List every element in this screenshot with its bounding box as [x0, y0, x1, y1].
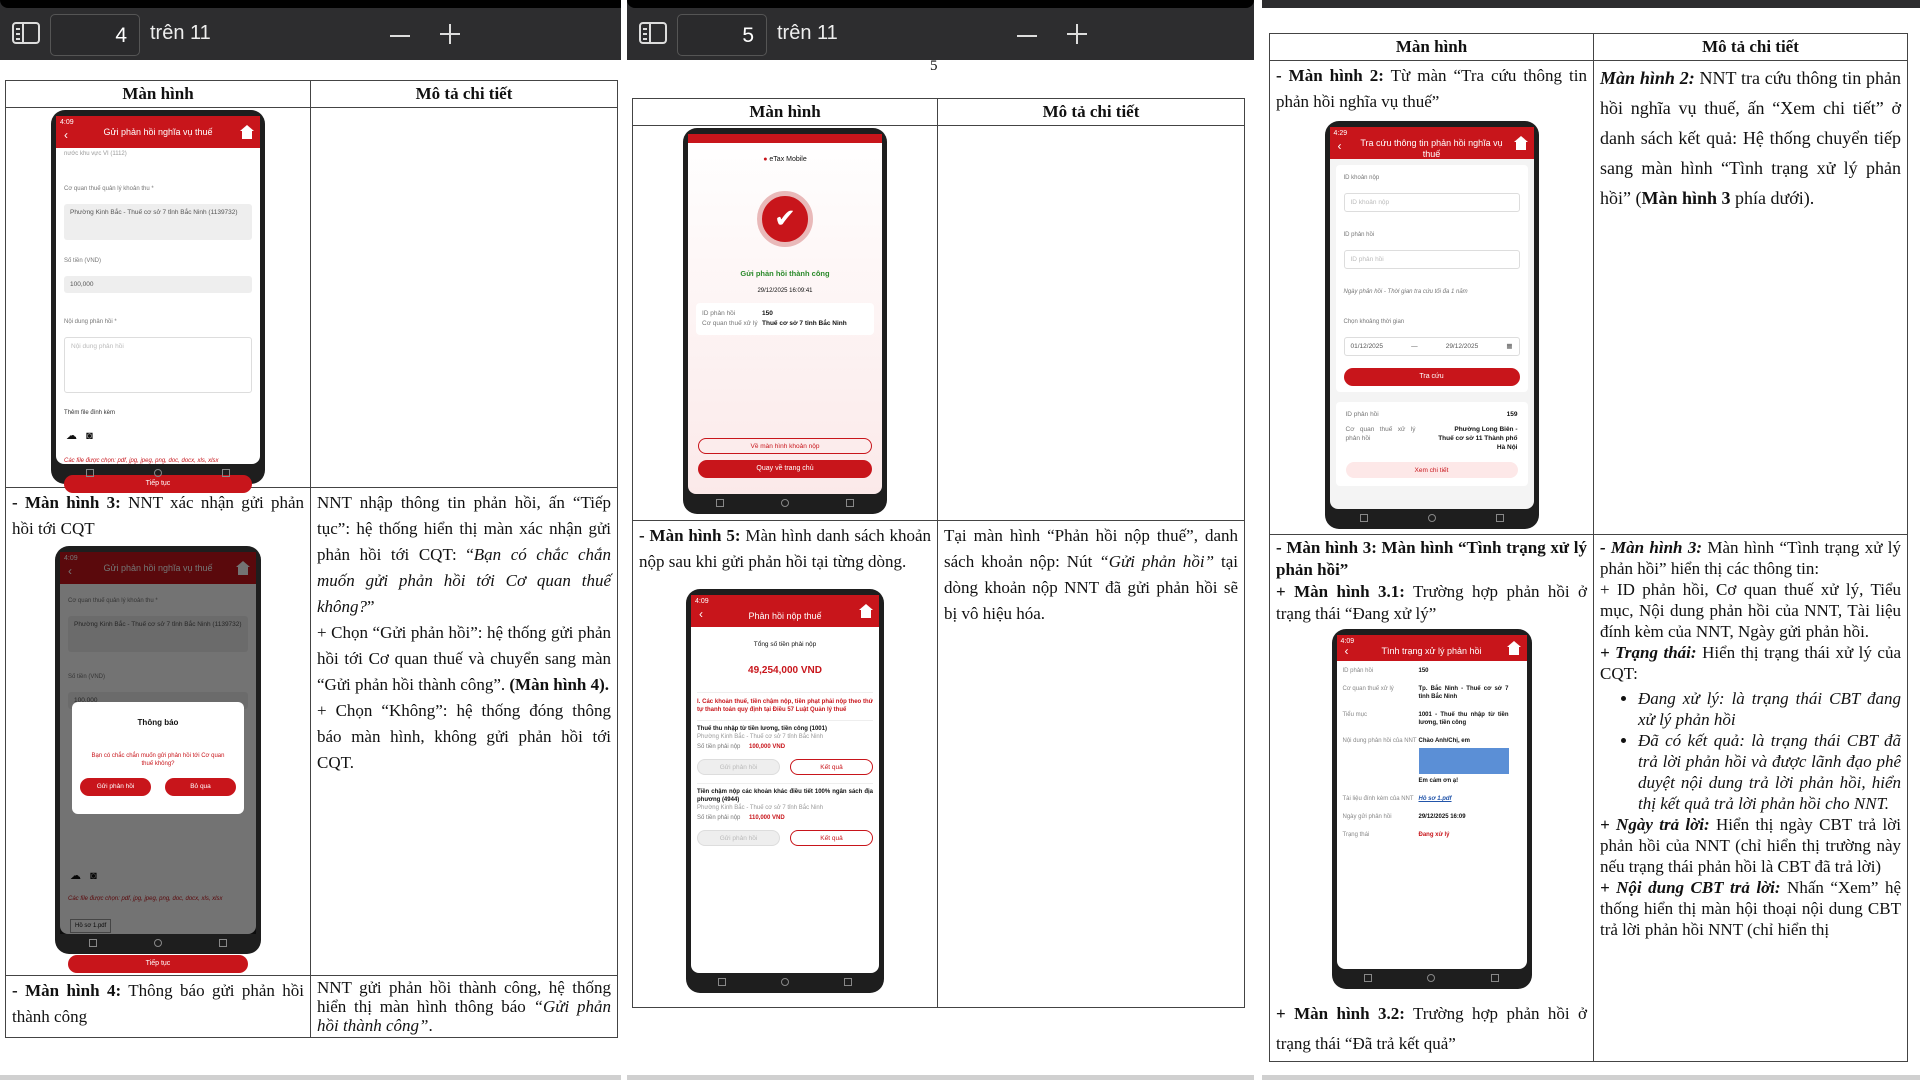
disabled-feedback-button: Gửi phản hồi	[697, 759, 780, 775]
document-table: Màn hình Mô tả chi tiết 4:09 ‹ Gửi phản hồi nghĩa vụ thuế nước khu vực VI (1112) Cơ quan thuế quản lý khoản thu * Phường Kinh Bắc - Thuế cơ sở 7 tỉnh Bắc Ninh (1139732) Số tiền (VND) 100,000 Nội dung phản hồi * Nội dung phản hồi Thêm file đính kèm ☁ ◙ Các file được chọn: pdf, jpg, jpeg, png, doc, docx, xls, xlsx Tiếp tục - Màn hình 3: NNT xác nhận gửi phản hồi tới CQT Tiếp tục Thông báo Bạn có chắc chắn muốn gửi phản hồi tới Cơ quan thuế không? Gửi phản hồi Bỏ qua NNT nhập thông tin phản hồi, ấn “Tiếp tục”: hệ thống hiển thị màn xác nhận gửi phản hồi tới CQT: “Bạn có chắc chắn muốn gửi phản hồi tới Cơ quan thuế không?” + Chọn “Gửi phản hồi”: hệ thống gửi phản hồi tới Cơ quan thuế và chuyển sang màn “Gửi phản hồi thành công”. (Màn hình 4). + Chọn “Không”: hệ thống đóng thông báo màn hình, không gửi phản hồi tới CQT. - Màn hình 4: Thông báo gửi phản hồi thành công NNT gửi phản hồi thành công, hệ thống hiển thị màn hình thông báo “Gửi phản hồi thành công”.	[5, 80, 618, 1038]
zoom-out-icon[interactable]	[390, 35, 410, 37]
header-screen: Màn hình	[6, 81, 311, 108]
continue-button: Tiếp tục	[64, 475, 252, 493]
page-edge	[1262, 1075, 1920, 1080]
phone-screenshot-confirm: Tiếp tục Thông báo Bạn có chắc chắn muốn gửi phản hồi tới Cơ quan thuế không? Gửi phản hồi Bỏ qua	[55, 546, 261, 954]
page-count-label: trên 11	[150, 22, 211, 44]
send-feedback-button: Gửi phản hồi	[80, 778, 151, 796]
page-count-label: trên 11	[777, 22, 838, 44]
page-number-input[interactable]: 4	[50, 14, 140, 56]
pdf-pane-page-4	[0, 0, 627, 1080]
success-badge-icon: ✔	[757, 191, 813, 247]
phone-screenshot-success: ● eTax Mobile ✔ Gửi phản hồi thành công 29/12/2025 16:09:41 ID phản hồi 150 Cơ quan thuế xử lý Thuế cơ sở 7 tỉnh Bắc Ninh Về màn hình khoản nộp Quay về trang chủ	[683, 128, 887, 514]
zoom-out-icon[interactable]	[1017, 35, 1037, 37]
home-button: Quay về trang chủ	[698, 460, 872, 478]
page-number: 5	[930, 58, 938, 74]
pdf-pane-page-6	[1262, 0, 1920, 1080]
pdf-toolbar	[0, 0, 627, 60]
result-button: Kết quả	[790, 759, 873, 775]
calendar-icon: ▦	[1506, 343, 1513, 350]
phone-screenshot-feedback-list: 4:09 ‹ Phản hồi nộp thuế Tổng số tiền phải nộp 49,254,000 VND I. Các khoản thuế, tiền chậm nộp, tiền phạt phải nộp theo thứ tự thanh toán quy định tại Điều 57 Luật Quản lý thuế Thuế thu nhập từ tiền lương, tiền công (1001) Phường Kinh Bắc - Thuế cơ sở 7 tỉnh Bắc Ninh Số tiền phải nộp 100,000 VND Gửi phản hồi Kết quả Tiền chậm nộp các khoản khác điều tiết 100% ngân sách địa phương (4944) Phường Kinh Bắc - Thuế cơ sở 7 tỉnh Bắc Ninh Số tiền phải nộp 110,000 VND Gửi phản hồi Kết quả	[686, 589, 884, 993]
sidebar-toggle-icon[interactable]	[639, 22, 667, 44]
skip-button: Bỏ qua	[165, 778, 236, 796]
window-edge	[627, 0, 1254, 8]
upload-icons: ☁ ◙	[66, 430, 93, 442]
window-edge	[0, 0, 627, 8]
back-to-list-button: Về màn hình khoản nộp	[698, 438, 872, 454]
home-icon	[242, 131, 252, 139]
header-detail: Mô tả chi tiết	[311, 81, 618, 108]
toolbar-edge	[1262, 0, 1920, 8]
phone-screenshot-search: 4:29 ‹ Tra cứu thông tin phản hồi nghĩa vụ thuế ID khoản nộp ID khoản nộp ID phản hồi ID phản hồi Ngày phản hồi - Thời gian tra cứu tối đa 1 năm Chọn khoảng thời gian 01/12/2025 — 29/12/2025 ▦ Tra cứu ID phản hồi 159 Cơ quan thuế xử lý phản hồi Phường Long Biên - Thuế cơ sở 11 Thành phố Hà Nội Xem chi tiết	[1325, 121, 1539, 529]
content-image	[1419, 748, 1509, 774]
search-button: Tra cứu	[1344, 368, 1520, 386]
view-detail-button: Xem chi tiết	[1346, 462, 1518, 478]
pdf-toolbar	[627, 0, 1254, 60]
app-title: Gửi phản hồi nghĩa vụ thuế	[103, 127, 213, 137]
sidebar-toggle-icon[interactable]	[12, 22, 40, 44]
attachment-link[interactable]: Hồ sơ 1.pdf	[1418, 796, 1452, 802]
page-number-input[interactable]: 5	[677, 14, 767, 56]
phone-screenshot-status: 4:09 ‹ Tình trạng xử lý phản hồi ID phản hồi 150 Cơ quan thuế xử lý Tp. Bắc Ninh - Thuế cơ sở 7 tỉnh Bắc Ninh Tiểu mục 1001 - Thuế thu nhập từ tiền lương, tiền công Nội dung phản hồi của NNT Chào Anh/Chị, em Em cảm ơn ạ! Tài liệu đính kèm của NNT Hồ sơ 1.pdf Ngày gửi phản hồi 29/12/2025 16:09 Trạng thái Đang xử lý	[1332, 629, 1532, 989]
phone-screenshot-gui-phan-hoi: 4:09 ‹ Gửi phản hồi nghĩa vụ thuế nước khu vực VI (1112) Cơ quan thuế quản lý khoản thu * Phường Kinh Bắc - Thuế cơ sở 7 tỉnh Bắc Ninh (1139732) Số tiền (VND) 100,000 Nội dung phản hồi * Nội dung phản hồi Thêm file đính kèm ☁ ◙ Các file được chọn: pdf, jpg, jpeg, png, doc, docx, xls, xlsx Tiếp tục	[51, 110, 265, 484]
page-edge	[627, 1075, 1254, 1080]
document-table: Màn hình Mô tả chi tiết - Màn hình 2: Từ màn “Tra cứu thông tin phản hồi nghĩa vụ thuế” 4:29 ‹ Tra cứu thông tin phản hồi nghĩa vụ thuế ID khoản nộp ID khoản nộp ID phản hồi ID phản hồi Ngày phản hồi - Thời gian tra cứu tối đa 1 năm Chọn khoảng thời gian 01/12/2025 — 29/12/2025 ▦ Tra cứu ID phản hồi 159 Cơ quan thuế xử lý phản hồi Phường Long Biên - Thuế cơ sở 11 Thành phố Hà Nội Xem chi tiết Màn hình 2: NNT tra cứu thông tin phản hồi nghĩa vụ thuế, ấn “Xem chi tiết” ở danh sách kết quả: Hệ thống chuyển tiếp sang màn hình “Tình trạng xử lý phản hồi” (Màn hình 3 phía dưới). - Màn hình 3: Màn hình “Tình trạng xử lý phản hồi” + Màn hình 3.1: Trường hợp phản hồi ở trạng thái “Đang xử lý” 4:09 ‹ Tình trạng xử lý phản hồi ID phản hồi 150 Cơ quan thuế xử lý Tp. Bắc Ninh - Thuế cơ sở 7 tỉnh Bắc Ninh Tiểu mục 1001 - Thuế thu nhập từ tiền lương, tiền công Nội dung phản hồi của NNT Chào Anh/Chị, em Em cảm ơn ạ! Tài liệu đính kèm của NNT Hồ sơ 1.pdf Ngày gửi phản hồi 29/12/2025 16:09 Trạng thái Đang xử lý + Màn hình 3.2: Trường hợp phản hồi ở trạng thái “Đã trả kết quả” - Màn hình 3: Màn hình “Tình trạng xử lý phản hồi” hiển thị các thông tin: + ID phản hồi, Cơ quan thuế xử lý, Tiểu mục, Nội dung phản hồi của NNT, Tài liệu đính kèm của NNT, Ngày gửi phản hồi. + Trạng thái: Hiển thị trạng thái xử lý của CQT: • Đang xử lý: là trạng thái CBT đang xử lý phản hồi • Đã có kết quả: là trạng thái CBT đã trả lời phản hồi và được lãnh đạo phê duyệt nội dung trả lời phản hồi, hiển thị kết quả trả lời phản hồi cho NNT. + Ngày trả lời: Hiển thị ngày CBT trả lời phản hồi của NNT (chỉ hiển thị trường này nếu trạng thái phản hồi là CBT đã trả lời) + Nội dung CBT trả lời: Nhấn “Xem” hệ thống hiển thị màn hội thoại nội dung CBT trả lời phản hồi NNT (chỉ hiển thị	[1269, 33, 1908, 1062]
pdf-pane-page-5	[627, 0, 1254, 1080]
zoom-in-icon[interactable]	[1067, 24, 1087, 44]
document-table: Màn hình Mô tả chi tiết ● eTax Mobile ✔ Gửi phản hồi thành công 29/12/2025 16:09:41 ID phản hồi 150 Cơ quan thuế xử lý Thuế cơ sở 7 tỉnh Bắc Ninh Về màn hình khoản nộp Quay về trang chủ - Màn hình 5: Màn hình danh sách khoản nộp sau khi gửi phản hồi tại từng dòng. 4:09 ‹ Phản hồi nộp thuế Tổng số tiền phải nộp 49,254,000 VND I. Các khoản thuế, tiền chậm nộp, tiền phạt phải nộp theo thứ tự thanh toán quy định tại Điều 57 Luật Quản lý thuế Thuế thu nhập từ tiền lương, tiền công (1001) Phường Kinh Bắc - Thuế cơ sở 7 tỉnh Bắc Ninh Số tiền phải nộp 100,000 VND Gửi phản hồi Kết quả Tiền chậm nộp các khoản khác điều tiết 100% ngân sách địa phương (4944) Phường Kinh Bắc - Thuế cơ sở 7 tỉnh Bắc Ninh Số tiền phải nộp 110,000 VND Gửi phản hồi Kết quả Tại màn hình “Phản hồi nộp thuế”, danh sách khoản nộp: Nút “Gửi phản hồi” tại dòng khoản nộp NNT đã gửi phản hồi sẽ bị vô hiệu hóa.	[632, 98, 1245, 1008]
zoom-in-icon[interactable]	[440, 24, 460, 44]
confirm-dialog: Thông báo Bạn có chắc chắn muốn gửi phản hồi tới Cơ quan thuế không? Gửi phản hồi Bỏ qua	[72, 702, 244, 814]
page-edge	[0, 1075, 627, 1080]
